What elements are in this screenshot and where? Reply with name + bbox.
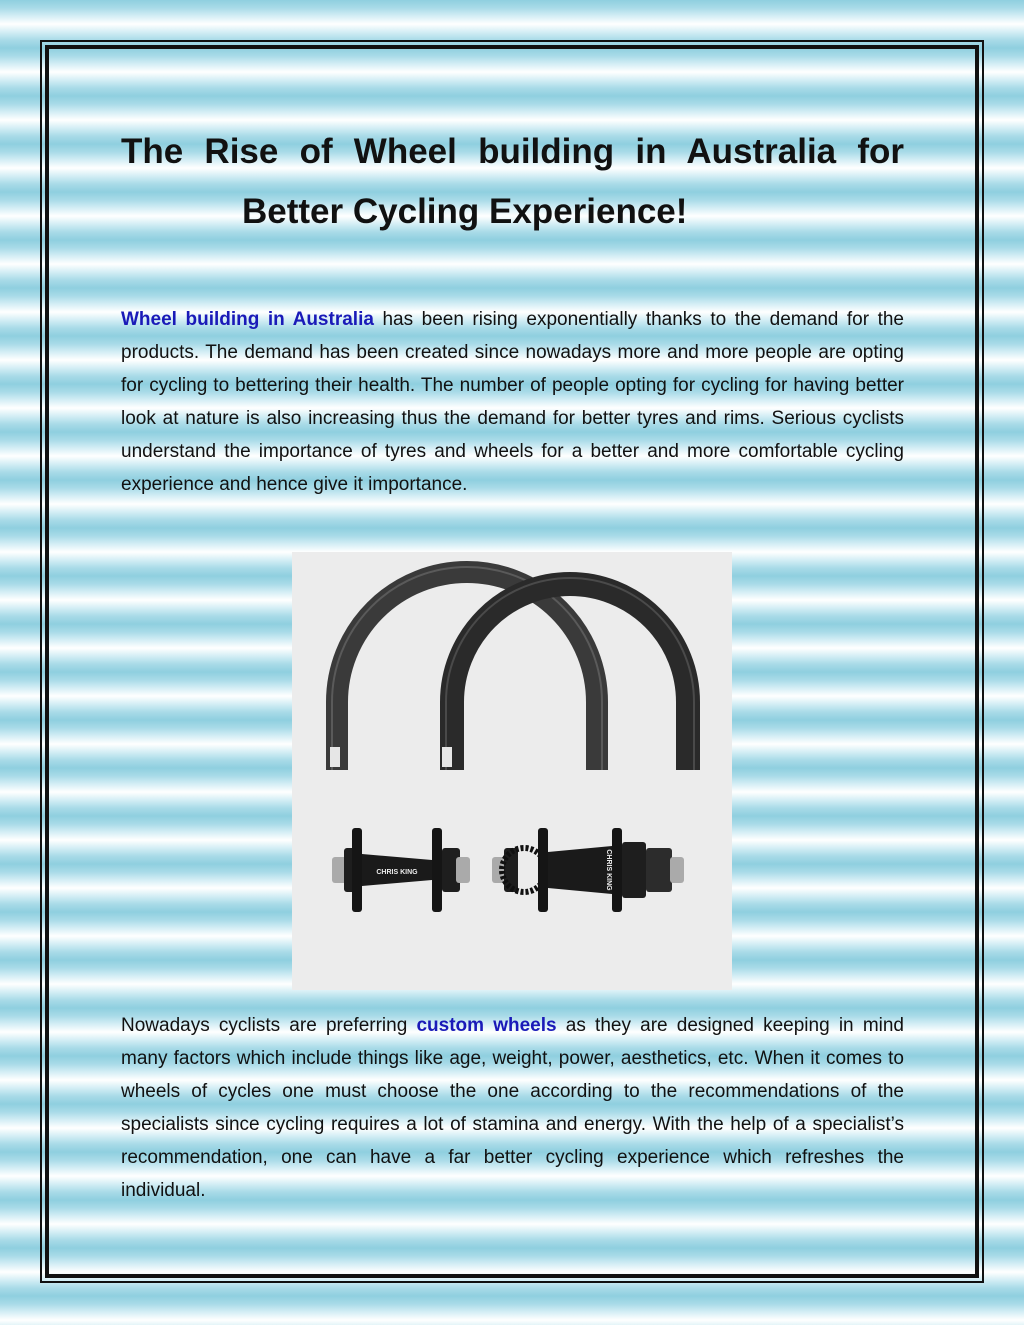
custom-wheels-paragraph (121, 1009, 904, 1207)
custom-wheels-link[interactable]: custom wheels (416, 1015, 557, 1036)
wheels-product-photo (292, 552, 732, 990)
custom-wheels-paragraph-lead: Nowadays cyclists are preferring (121, 1015, 417, 1036)
rear-hub (492, 828, 684, 912)
page-title (121, 122, 904, 242)
custom-wheels-paragraph-rest: as they are designed keeping in mind many factors which include things like age, weight, power, aesthetics, etc. When it comes to wheels of cycles one must choose the one according to the recommendations of the specialists since cycling requires a lot of stamina and energy. With the help of a specialist’s recommendation, one can have a far better cycling experience which refreshes the individual. (121, 1015, 904, 1201)
front-hub (332, 828, 470, 912)
title-line-2: Better Cycling Experience! (242, 192, 688, 231)
title-line-1: The Rise of Wheel building in Australia for (121, 132, 904, 171)
rims-and-hubs-illustration (292, 552, 732, 990)
wheel-building-link[interactable]: Wheel building in Australia (121, 309, 374, 330)
intro-paragraph (121, 303, 904, 501)
intro-paragraph-text: has been rising exponentially thanks to the demand for the products. The demand has been created since nowadays more and more people are opting for cycling to bettering their health. The number of people opting for cycling for having better look at nature is also increasing thus the demand for better tyres and rims. Serious cyclists understand the importance of tyres and wheels for a better and more comfortable cycling experience and hence give it importance. (121, 309, 904, 495)
rear-hub-label: CHRIS KING (605, 849, 612, 891)
front-hub-label: CHRIS KING (376, 869, 418, 876)
